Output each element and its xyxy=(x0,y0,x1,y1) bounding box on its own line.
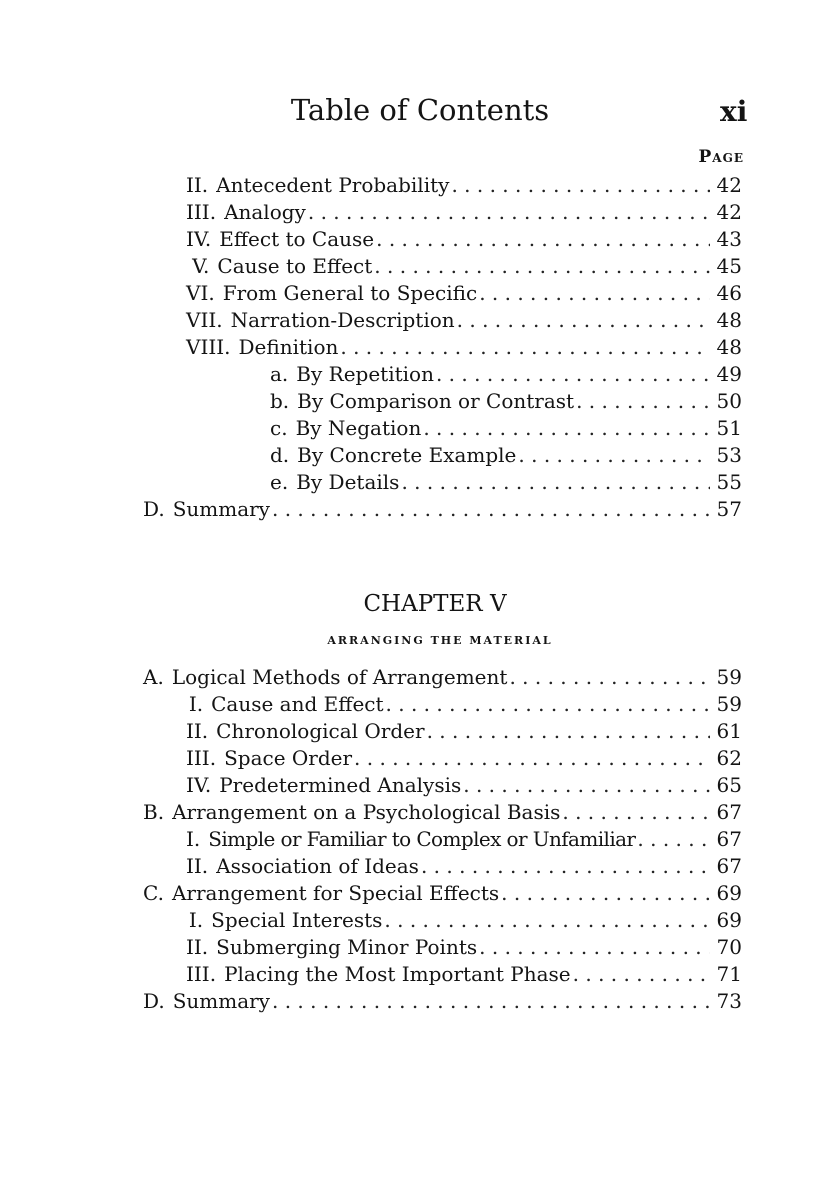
dot-leader xyxy=(401,469,710,496)
entry-page: 48 xyxy=(716,335,742,359)
entry-page: 55 xyxy=(716,470,742,494)
dot-leader xyxy=(518,442,710,469)
entry-number: III. xyxy=(186,200,217,224)
entry-number: IV. xyxy=(186,773,212,797)
toc-entry[interactable] xyxy=(186,253,742,280)
toc-entry[interactable] xyxy=(270,388,742,415)
chapter-heading: CHAPTER V xyxy=(363,591,507,617)
toc-entry[interactable] xyxy=(270,361,742,388)
dot-leader xyxy=(308,199,710,226)
toc-entry[interactable] xyxy=(186,226,742,253)
entry-number: II. xyxy=(186,719,209,743)
entry-number: a. xyxy=(270,362,289,386)
entry-page: 67 xyxy=(716,827,742,851)
entry-page: 48 xyxy=(716,308,742,332)
entry-number: III. xyxy=(186,962,217,986)
toc-entry[interactable] xyxy=(186,772,742,799)
entry-page: 65 xyxy=(716,773,742,797)
dot-leader xyxy=(479,280,710,307)
entry-number: IV. xyxy=(186,227,212,251)
entry-number: VIII. xyxy=(186,335,231,359)
toc-entry[interactable] xyxy=(186,199,742,226)
toc-entry[interactable] xyxy=(143,496,742,523)
entry-page: 50 xyxy=(716,389,742,413)
entry-title: Space Order xyxy=(224,746,353,770)
entry-title: By Comparison or Contrast xyxy=(297,389,575,413)
toc-entry[interactable] xyxy=(143,880,742,907)
toc-entry[interactable] xyxy=(143,664,742,691)
entry-title: By Details xyxy=(296,470,400,494)
entry-title: Summary xyxy=(172,989,270,1013)
toc-entry[interactable] xyxy=(186,691,742,718)
dot-leader xyxy=(354,745,710,772)
entry-title: Placing the Most Important Phase xyxy=(224,962,571,986)
dot-leader xyxy=(637,826,710,853)
entry-title: Arrangement on a Psychological Basis xyxy=(172,800,561,824)
toc-entry[interactable] xyxy=(186,853,742,880)
entry-page: 67 xyxy=(716,800,742,824)
toc-entry[interactable] xyxy=(143,988,742,1015)
dot-leader xyxy=(384,907,710,934)
entry-title: Cause and Effect xyxy=(211,692,384,716)
dot-leader xyxy=(376,226,710,253)
entry-title: Effect to Cause xyxy=(219,227,375,251)
entry-title: Cause to Effect xyxy=(217,254,373,278)
dot-leader xyxy=(427,718,710,745)
dot-leader xyxy=(457,307,710,334)
dot-leader xyxy=(562,799,710,826)
entry-number: VI. xyxy=(186,281,215,305)
entry-title: Chronological Order xyxy=(216,719,425,743)
entry-title: By Concrete Example xyxy=(297,443,517,467)
toc-entry[interactable] xyxy=(186,334,742,361)
entry-title: Definition xyxy=(238,335,339,359)
dot-leader xyxy=(421,853,710,880)
entry-number: C. xyxy=(143,881,164,905)
entry-title: Submerging Minor Points xyxy=(216,935,478,959)
toc-entry[interactable] xyxy=(270,442,742,469)
dot-leader xyxy=(463,772,710,799)
entry-title: By Repetition xyxy=(296,362,434,386)
entry-page: 73 xyxy=(716,989,742,1013)
entry-page: 59 xyxy=(716,692,742,716)
entry-page: 57 xyxy=(716,497,742,521)
toc-entry[interactable] xyxy=(186,307,742,334)
dot-leader xyxy=(272,496,710,523)
entry-title: Predetermined Analysis xyxy=(219,773,462,797)
toc-entry[interactable] xyxy=(186,172,742,199)
entry-page: 67 xyxy=(716,854,742,878)
dot-leader xyxy=(479,934,710,961)
entry-number: B. xyxy=(143,800,165,824)
page-column-label: Page xyxy=(698,147,744,167)
entry-number: D. xyxy=(143,989,165,1013)
toc-entry[interactable] xyxy=(143,799,742,826)
entry-title: Antecedent Probability xyxy=(216,173,450,197)
entry-number: A. xyxy=(143,665,164,689)
entry-title: Analogy xyxy=(224,200,306,224)
entry-number: II. xyxy=(186,935,209,959)
entry-title: Simple or Familiar to Complex or Unfamiliar xyxy=(208,827,636,851)
entry-number: c. xyxy=(270,416,288,440)
entry-number: e. xyxy=(270,470,289,494)
entry-page: 42 xyxy=(716,200,742,224)
dot-leader xyxy=(340,334,710,361)
entry-title: Special Interests xyxy=(211,908,383,932)
dot-leader xyxy=(386,691,710,718)
entry-page: 62 xyxy=(716,746,742,770)
entry-page: 69 xyxy=(716,908,742,932)
dot-leader xyxy=(436,361,710,388)
dot-leader xyxy=(423,415,710,442)
entry-title: From General to Specific xyxy=(222,281,478,305)
entry-page: 69 xyxy=(716,881,742,905)
entry-page: 71 xyxy=(716,962,742,986)
entry-number: I. xyxy=(188,908,204,932)
entry-number: d. xyxy=(270,443,290,467)
entry-page: 46 xyxy=(716,281,742,305)
entry-number: D. xyxy=(143,497,165,521)
dot-leader xyxy=(573,961,710,988)
running-title: Table of Contents xyxy=(290,93,550,127)
toc-entry[interactable] xyxy=(270,469,742,496)
entry-page: 70 xyxy=(716,935,742,959)
entry-title: Narration-Description xyxy=(230,308,455,332)
entry-page: 49 xyxy=(716,362,742,386)
entry-number: I. xyxy=(188,692,204,716)
toc-entry[interactable] xyxy=(270,415,742,442)
entry-number: VII. xyxy=(186,308,223,332)
toc-entry[interactable] xyxy=(186,745,742,772)
entry-title: Logical Methods of Arrangement xyxy=(171,665,508,689)
entry-page: 51 xyxy=(716,416,742,440)
entry-page: 59 xyxy=(716,665,742,689)
entry-number: III. xyxy=(186,746,217,770)
entry-page: 45 xyxy=(716,254,742,278)
page-folio: xi xyxy=(720,95,748,128)
entry-title: Association of Ideas xyxy=(216,854,419,878)
dot-leader xyxy=(509,664,710,691)
entry-page: 61 xyxy=(716,719,742,743)
toc-entry[interactable] xyxy=(186,826,742,853)
entry-title: By Negation xyxy=(295,416,422,440)
entry-number: II. xyxy=(186,173,209,197)
entry-page: 43 xyxy=(716,227,742,251)
toc-entry[interactable] xyxy=(186,907,742,934)
dot-leader xyxy=(576,388,710,415)
entry-title: Arrangement for Special Effects xyxy=(171,881,500,905)
dot-leader xyxy=(451,172,710,199)
entry-number: V. xyxy=(192,254,210,278)
entry-number: b. xyxy=(270,389,290,413)
toc-entry[interactable] xyxy=(186,961,742,988)
entry-title: Summary xyxy=(172,497,270,521)
entry-page: 42 xyxy=(716,173,742,197)
dot-leader xyxy=(374,253,710,280)
entry-page: 53 xyxy=(716,443,742,467)
toc-entry[interactable] xyxy=(186,934,742,961)
chapter-subtitle: ARRANGING THE MATERIAL xyxy=(327,634,553,647)
toc-entry[interactable] xyxy=(186,280,742,307)
entry-number: I. xyxy=(186,827,201,851)
dot-leader xyxy=(501,880,710,907)
entry-number: II. xyxy=(186,854,209,878)
toc-entry[interactable] xyxy=(186,718,742,745)
dot-leader xyxy=(272,988,710,1015)
